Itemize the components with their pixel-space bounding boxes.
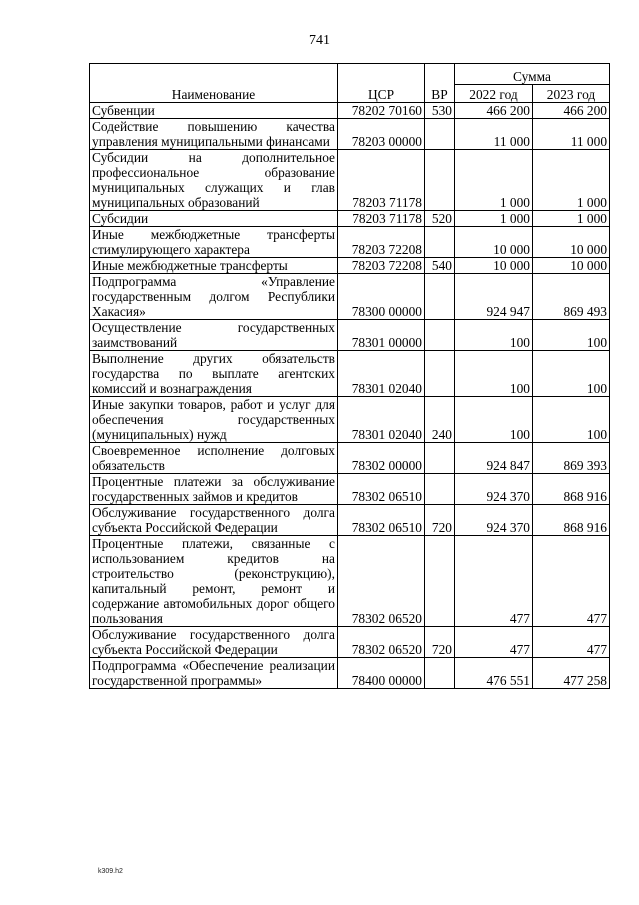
- row-name-cell: Иные межбюджетные трансферты: [90, 258, 338, 274]
- row-2022-cell: 924 370: [455, 505, 533, 536]
- table-row: [90, 227, 610, 258]
- row-2022-cell: 1 000: [455, 150, 533, 211]
- row-2022-cell: 10 000: [455, 258, 533, 274]
- row-name-cell: Обслуживание государственного долга субъекта Российской Федерации: [90, 505, 338, 536]
- row-vr-cell: [425, 443, 455, 474]
- table-row: [90, 258, 610, 274]
- row-csr-cell: 78400 00000: [338, 658, 425, 689]
- row-vr-cell: [425, 320, 455, 351]
- row-csr-cell: 78300 00000: [338, 274, 425, 320]
- row-name-cell: Процентные платежи, связанные с использованием кредитов на строительство (реконструкцию), капитальный ремонт, ремонт и содержание автомобильных дорог общего пользования: [90, 536, 338, 627]
- row-2023-cell: 1 000: [533, 211, 610, 227]
- row-2023-cell: 869 393: [533, 443, 610, 474]
- row-csr-cell: 78302 06510: [338, 474, 425, 505]
- footer-code: k309.h2: [98, 868, 123, 875]
- table-row: [90, 397, 610, 443]
- row-2023-cell: 477 258: [533, 658, 610, 689]
- row-2022-cell: 924 370: [455, 474, 533, 505]
- row-2023-cell: 100: [533, 320, 610, 351]
- row-vr-cell: [425, 658, 455, 689]
- row-name-cell: Содействие повышению качества управления муниципальными финансами: [90, 119, 338, 150]
- budget-table: [89, 63, 610, 689]
- row-csr-cell: 78302 00000: [338, 443, 425, 474]
- row-vr-cell: [425, 536, 455, 627]
- row-2023-cell: 11 000: [533, 119, 610, 150]
- row-vr-cell: [425, 474, 455, 505]
- row-2022-cell: 477: [455, 536, 533, 627]
- row-2023-cell: 868 916: [533, 505, 610, 536]
- row-csr-cell: 78301 02040: [338, 351, 425, 397]
- table-row: [90, 627, 610, 658]
- row-2022-cell: 100: [455, 320, 533, 351]
- table-row: [90, 274, 610, 320]
- row-2022-cell: 924 847: [455, 443, 533, 474]
- row-vr-cell: 540: [425, 258, 455, 274]
- row-csr-cell: 78203 71178: [338, 150, 425, 211]
- header-name: Наименование: [90, 64, 338, 103]
- table-row: [90, 474, 610, 505]
- header-sum: Сумма: [455, 64, 610, 85]
- row-csr-cell: 78302 06510: [338, 505, 425, 536]
- row-2022-cell: 100: [455, 351, 533, 397]
- row-name-cell: Иные межбюджетные трансферты стимулирующего характера: [90, 227, 338, 258]
- page-number: 741: [309, 33, 330, 48]
- row-name-cell: Обслуживание государственного долга субъекта Российской Федерации: [90, 627, 338, 658]
- table-row: [90, 505, 610, 536]
- row-vr-cell: 530: [425, 103, 455, 119]
- table-row: [90, 658, 610, 689]
- row-2022-cell: 924 947: [455, 274, 533, 320]
- row-csr-cell: 78301 02040: [338, 397, 425, 443]
- row-vr-cell: [425, 119, 455, 150]
- row-vr-cell: 520: [425, 211, 455, 227]
- row-2023-cell: 10 000: [533, 258, 610, 274]
- row-name-cell: Подпрограмма «Обеспечение реализации государственной программы»: [90, 658, 338, 689]
- row-2023-cell: 100: [533, 351, 610, 397]
- row-csr-cell: 78302 06520: [338, 627, 425, 658]
- table-header: [90, 64, 610, 103]
- row-2023-cell: 477: [533, 627, 610, 658]
- row-2023-cell: 869 493: [533, 274, 610, 320]
- row-vr-cell: 720: [425, 627, 455, 658]
- row-2022-cell: 11 000: [455, 119, 533, 150]
- row-csr-cell: 78203 71178: [338, 211, 425, 227]
- table-row: [90, 443, 610, 474]
- row-2023-cell: 868 916: [533, 474, 610, 505]
- row-2022-cell: 1 000: [455, 211, 533, 227]
- row-2023-cell: 477: [533, 536, 610, 627]
- row-vr-cell: 240: [425, 397, 455, 443]
- row-name-cell: Своевременное исполнение долговых обязательств: [90, 443, 338, 474]
- row-vr-cell: [425, 150, 455, 211]
- table-row: [90, 320, 610, 351]
- row-2022-cell: 100: [455, 397, 533, 443]
- row-name-cell: Выполнение других обязательств государства по выплате агентских комиссий и вознаграждения: [90, 351, 338, 397]
- row-2023-cell: 1 000: [533, 150, 610, 211]
- row-csr-cell: 78302 06520: [338, 536, 425, 627]
- row-name-cell: Подпрограмма «Управление государственным долгом Республики Хакасия»: [90, 274, 338, 320]
- table-row: [90, 103, 610, 119]
- row-name-cell: Процентные платежи за обслуживание государственных займов и кредитов: [90, 474, 338, 505]
- table-row: [90, 150, 610, 211]
- row-name-cell: Осуществление государственных заимствований: [90, 320, 338, 351]
- header-csr: ЦСР: [338, 64, 425, 103]
- row-2023-cell: 10 000: [533, 227, 610, 258]
- row-2023-cell: 466 200: [533, 103, 610, 119]
- row-2023-cell: 100: [533, 397, 610, 443]
- table-row: [90, 211, 610, 227]
- header-year-2022: 2022 год: [455, 85, 533, 103]
- row-2022-cell: 10 000: [455, 227, 533, 258]
- header-year-2023: 2023 год: [533, 85, 610, 103]
- row-csr-cell: 78203 00000: [338, 119, 425, 150]
- row-name-cell: Субсидии на дополнительное профессиональное образование муниципальных служащих и глав муниципальных образований: [90, 150, 338, 211]
- row-csr-cell: 78202 70160: [338, 103, 425, 119]
- row-vr-cell: [425, 227, 455, 258]
- row-vr-cell: [425, 351, 455, 397]
- row-csr-cell: 78203 72208: [338, 227, 425, 258]
- row-csr-cell: 78301 00000: [338, 320, 425, 351]
- row-name-cell: Субвенции: [90, 103, 338, 119]
- table-body: [90, 103, 610, 689]
- table-row: [90, 351, 610, 397]
- table-row: [90, 536, 610, 627]
- row-2022-cell: 466 200: [455, 103, 533, 119]
- row-vr-cell: 720: [425, 505, 455, 536]
- row-vr-cell: [425, 274, 455, 320]
- row-2022-cell: 477: [455, 627, 533, 658]
- table-row: [90, 119, 610, 150]
- row-csr-cell: 78203 72208: [338, 258, 425, 274]
- row-2022-cell: 476 551: [455, 658, 533, 689]
- header-vr: ВР: [425, 64, 455, 103]
- row-name-cell: Иные закупки товаров, работ и услуг для обеспечения государственных (муниципальных) нужд: [90, 397, 338, 443]
- row-name-cell: Субсидии: [90, 211, 338, 227]
